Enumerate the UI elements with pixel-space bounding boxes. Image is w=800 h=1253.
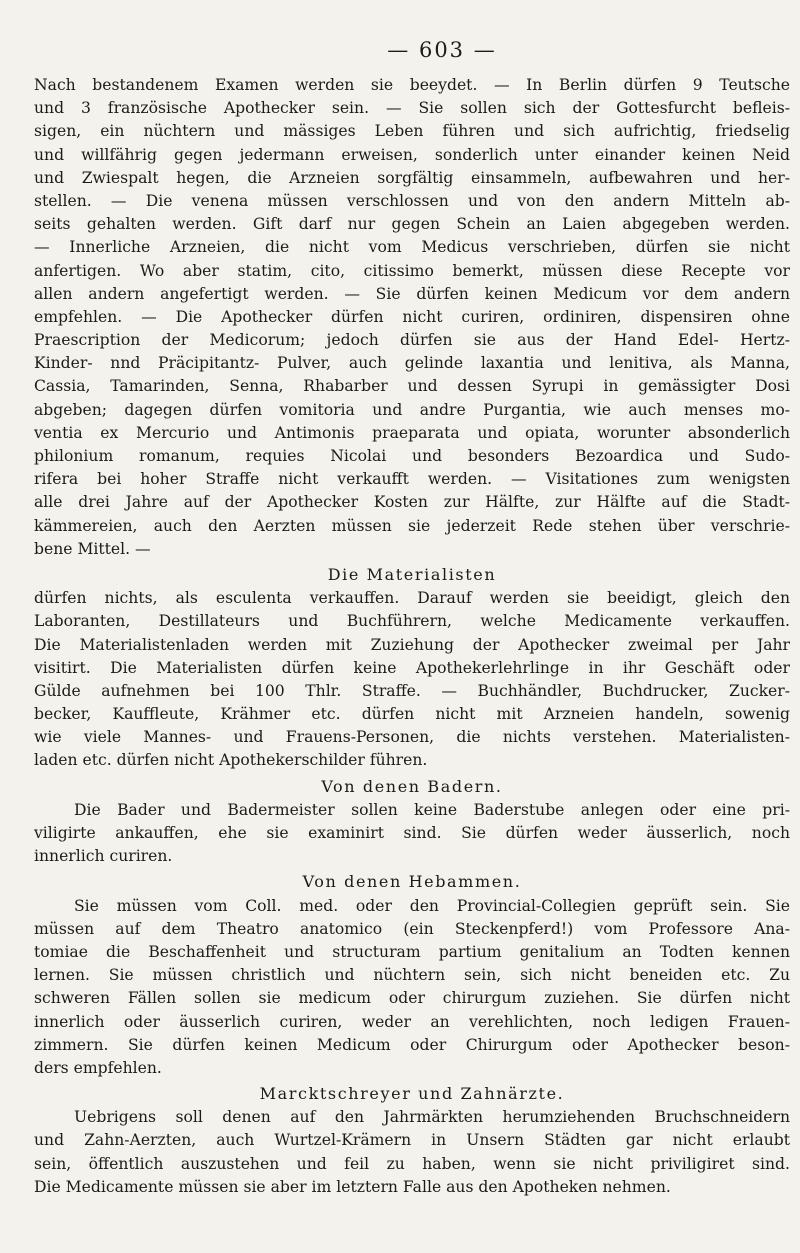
- text-line: Sie müssen vom Coll. med. oder den Provincial-Collegien geprüft sein. Sie: [74, 896, 790, 915]
- text-line: Nach bestandenem Examen werden sie beeydet. — In Berlin dürfen 9 Teutsche: [34, 76, 790, 94]
- text-line: Die Materialistenladen werden mit Zuziehung der Apothecker zweimal per Jahr: [34, 635, 790, 654]
- text-line: — Innerliche Arzneien, die nicht vom Medicus verschrieben, dürfen sie nicht: [34, 238, 790, 257]
- section: [34, 1082, 790, 1199]
- text-line: tomiae die Beschaffenheit und structuram partium genitalium an Todten kennen: [34, 942, 790, 961]
- text-line: seits gehalten werden. Gift darf nur gegen Schein an Laien abgegeben werden.: [34, 215, 790, 234]
- text-line: rifera bei hoher Straffe nicht verkaufft werden. — Visitationes zum wenigsten: [34, 470, 790, 489]
- text-line: sein, öffentlich auszustehen und feil zu haben, wenn sie nicht priviligiret sind.: [34, 1154, 790, 1173]
- text-line: wie viele Mannes- und Frauens-Personen, die nichts verstehen. Materialisten-: [34, 728, 790, 747]
- page-number: — 603 —: [387, 38, 497, 62]
- text-line: Uebrigens soll denen auf den Jahrmärkten herumziehenden Bruchschneidern: [74, 1108, 790, 1127]
- text-line: und willfährig gegen jedermann erweisen, sonderlich unter einander keinen Neid: [34, 145, 790, 164]
- text-line: Gülde aufnehmen bei 100 Thlr. Straffe. — Buchhändler, Buchdrucker, Zucker-: [34, 681, 790, 700]
- section: [34, 870, 790, 1080]
- text-line: innerlich curiren.: [34, 847, 173, 866]
- section: [34, 775, 790, 869]
- section: [34, 74, 790, 561]
- text-line: bene Mittel. —: [34, 539, 151, 558]
- text-line: laden etc. dürfen nicht Apothekerschilder führen.: [34, 751, 428, 770]
- text-line: becker, Kauffleute, Krähmer etc. dürfen nicht mit Arzneien handeln, sowenig: [34, 705, 790, 724]
- text-line: allen andern angefertigt werden. — Sie dürfen keinen Medicum vor dem andern: [34, 284, 790, 303]
- text-line: zimmern. Sie dürfen keinen Medicum oder Chirurgum oder Apothecker beson-: [34, 1035, 790, 1054]
- text-line: Die Bader und Badermeister sollen keine Baderstube anlegen oder eine pri-: [74, 800, 790, 819]
- text-line: sigen, ein nüchtern und mässiges Leben führen und sich aufrichtig, friedselig: [34, 122, 790, 141]
- text-line: schweren Fällen sollen sie medicum oder chirurgum zuziehen. Sie dürfen nicht: [34, 989, 790, 1008]
- text-line: viligirte ankauffen, ehe sie examinirt sind. Sie dürfen weder äusserlich, noch: [34, 824, 790, 842]
- section-heading: Von denen Badern.: [321, 776, 503, 796]
- text-line: abgeben; dagegen dürfen vomitoria und andre Purgantia, wie auch menses mo-: [34, 400, 790, 419]
- section-heading: Von denen Hebammen.: [302, 872, 522, 892]
- text-line: lernen. Sie müssen christlich und nüchtern sein, sich nicht beneiden etc. Zu: [34, 966, 790, 985]
- text-line: Cassia, Tamarinden, Senna, Rhabarber und dessen Syrupi in gemässigter Dosi: [34, 377, 790, 396]
- text-line: Praescription der Medicorum; jedoch dürfen sie aus der Hand Edel- Hertz-: [34, 331, 790, 350]
- section-heading: Marcktschreyer und Zahnärzte.: [259, 1084, 565, 1104]
- text-line: kämmereien, auch den Aerzten müssen sie jederzeit Rede stehen über verschrie-: [34, 516, 790, 535]
- text-line: und Zahn-Aerzten, auch Wurtzel-Krämern in Unsern Städten gar nicht erlaubt: [34, 1131, 790, 1150]
- text-line: philonium romanum, requies Nicolai und besonders Bezoardica und Sudo-: [34, 447, 790, 465]
- text-line: und 3 französische Apothecker sein. — Sie sollen sich der Gottesfurcht befleis-: [34, 99, 790, 118]
- body-text: [34, 74, 790, 1199]
- section: [34, 563, 790, 773]
- text-line: Laboranten, Destillateurs und Buchführern, welche Medicamente verkauffen.: [34, 612, 790, 631]
- text-line: anfertigen. Wo aber statim, cito, citissimo bemerkt, müssen diese Recepte vor: [34, 261, 790, 280]
- text-line: dürfen nichts, als esculenta verkauffen. Darauf werden sie beeidigt, gleich den: [34, 589, 790, 608]
- text-line: alle drei Jahre auf der Apothecker Kosten zur Hälfte, zur Hälfte auf die Stadt-: [34, 493, 790, 512]
- text-line: visitirt. Die Materialisten dürfen keine Apothekerlehrlinge in ihr Geschäft oder: [34, 658, 790, 677]
- text-line: müssen auf dem Theatro anatomico (ein Steckenpferd!) vom Professore Ana-: [34, 919, 790, 938]
- text-line: und Zwiespalt hegen, die Arzneien sorgfältig einsammeln, aufbewahren und her-: [34, 168, 790, 187]
- text-line: innerlich oder äusserlich curiren, weder an verehlichten, noch ledigen Frauen-: [34, 1012, 790, 1031]
- text-line: Die Medicamente müssen sie aber im letztern Falle aus den Apotheken nehmen.: [34, 1177, 671, 1196]
- text-line: Kinder- nnd Präcipitantz- Pulver, auch gelinde laxantia und lenitiva, als Manna,: [34, 354, 790, 373]
- text-line: ders empfehlen.: [34, 1058, 162, 1077]
- section-heading: Die Materialisten: [327, 564, 497, 584]
- text-line: empfehlen. — Die Apothecker dürfen nicht curiren, ordiniren, dispensiren ohne: [34, 307, 790, 326]
- text-line: ventia ex Mercurio und Antimonis praeparata und opiata, worunter absonderlich: [34, 423, 790, 442]
- text-line: stellen. — Die venena müssen verschlossen und von den andern Mitteln ab-: [34, 191, 790, 210]
